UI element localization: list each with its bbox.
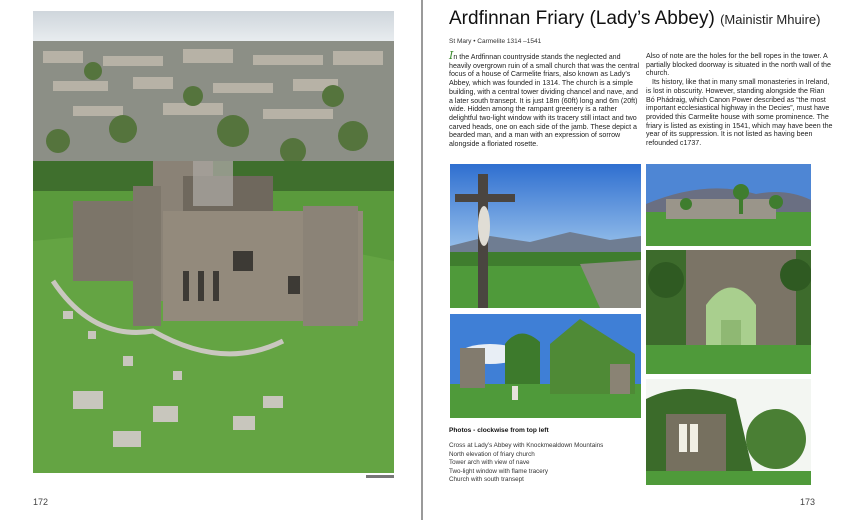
church-transept-photo: [450, 314, 641, 418]
caption-item: Cross at Lady’s Abbey with Knockmealdown Mountains: [449, 442, 604, 449]
title-irish: (Mainistir Mhuire): [720, 12, 821, 27]
col1-text: n the Ardfinnan countryside stands the neglected and heavily overgrown ruin of a small church that was the central focus of a house of Carmelite friars, also known as Lady’s Abbey, which was founded in 1314. The church is a simple building, with a central tower dividing chancel and nave, and a later south transept. It is just 18m (60ft) long and 6m (20ft) wide. Hidden among the rampant greenery is a rather delightful two-light window with its tracery still intact and two carved heads, one on each side of the jamb. These depict a bearded man, and a man with an expression of sorrow alongside a floriated rosette.: [449, 53, 640, 149]
caption-item: North elevation of friary church: [449, 450, 535, 458]
photos-heading: Photos - clockwise from top left: [449, 427, 549, 434]
right-page: [423, 0, 845, 520]
dedication-line: St Mary • Carmelite 1314 –1541: [449, 38, 542, 45]
body-column-2: [646, 52, 834, 148]
caption-item: Church with south transept: [449, 476, 524, 484]
north-elevation-photo: [646, 164, 811, 246]
col2-para-2: Its history, like that in many small monasteries in Ireland, is lost in obscurity. However, standing alongside the Rian Bó Phádraig, which Canon Power described as “the most important ecclesiastical highway in the Decies”, must have provided this Carmelite house with some prominence. The friary is listed as existing in 1541, which may have been the year of its suppression. It is not listed as having been refounded c1737.: [646, 78, 833, 148]
title-english: Ardfinnan Friary (Lady’s Abbey): [449, 8, 715, 29]
left-page: [0, 0, 421, 520]
caption-list: [449, 442, 603, 485]
page-title: [449, 8, 820, 30]
caption-item: Two-light window with flame tracery: [449, 467, 549, 475]
page-number-left: 172: [33, 497, 49, 507]
cross-photo: [450, 164, 641, 308]
drop-cap: I: [449, 49, 454, 62]
two-light-window-photo: [646, 379, 811, 485]
body-column-1: [449, 49, 641, 149]
aerial-castle-photo: [33, 11, 394, 473]
page-number-right: 173: [800, 497, 816, 507]
tower-arch-photo: [646, 250, 811, 374]
scale-bar: [366, 475, 394, 478]
caption-item: Tower arch with view of nave: [449, 459, 530, 467]
col2-para-1: Also of note are the holes for the bell ropes in the tower. A partially blocked doorway is situated in the north wall of the church.: [646, 52, 831, 78]
